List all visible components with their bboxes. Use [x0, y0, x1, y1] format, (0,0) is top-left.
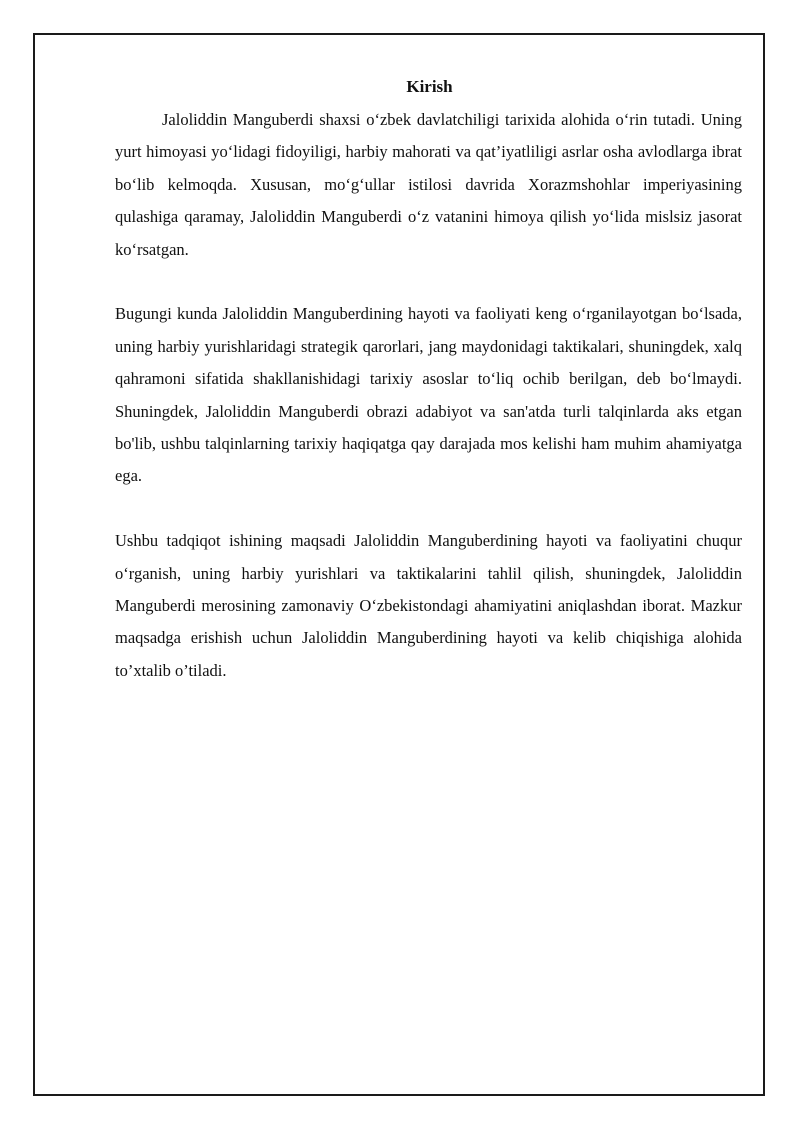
paragraph-3: Ushbu tadqiqot ishining maqsadi Jaloliddin Manguberdining hayoti va faoliyatini chuqur o‘rganish, uning harbiy yurishlari va taktikalarini tahlil qilish, shuningdek, Jaloliddin Manguberdi merosining zamonaviy O‘zbekistondagi ahamiyatini aniqlashdan iborat. Mazkur maqsadga erishish uchun Jaloliddin Manguberdining hayoti va kelib chiqishiga alohida to’xtalib o’tiladi.: [115, 531, 742, 680]
section-title: Kirish: [406, 77, 453, 96]
paragraph-gap: [115, 266, 742, 298]
paragraph-1: Jaloliddin Manguberdi shaxsi o‘zbek davlatchiligi tarixida alohida o‘rin tutadi. Uning yurt himoyasi yo‘lidagi fidoyiligi, harbiy mahorati va qat’iyatliligi asrlar osha avlodlarga ibrat bo‘lib kelmoqda. Xususan, mo‘g‘ullar istilosi davrida Xorazmshohlar imperiyasining qulashiga qaramay, Jaloliddin Manguberdi o‘z vatanini himoya qilish yo‘lida mislsiz jasorat ko‘rsatgan.: [115, 110, 742, 259]
paragraph-gap: [115, 493, 742, 525]
paragraph-2: Bugungi kunda Jaloliddin Manguberdining hayoti va faoliyati keng o‘rganilayotgan bo‘lsada, uning harbiy yurishlaridagi strategik qarorlari, jang maydonidagi taktikalari, shuningdek, xalq qahramoni sifatida shakllanishidagi tarixiy asoslar to‘liq ochib berilgan, deb bo‘lmaydi. Shuningdek, Jaloliddin Manguberdi obrazi adabiyot va san'atda turli talqinlarda aks etgan bo'lib, ushbu talqinlarning tarixiy haqiqatga qay darajada mos kelishi ham muhim ahamiyatga ega.: [115, 304, 742, 486]
document-body: [115, 76, 742, 687]
